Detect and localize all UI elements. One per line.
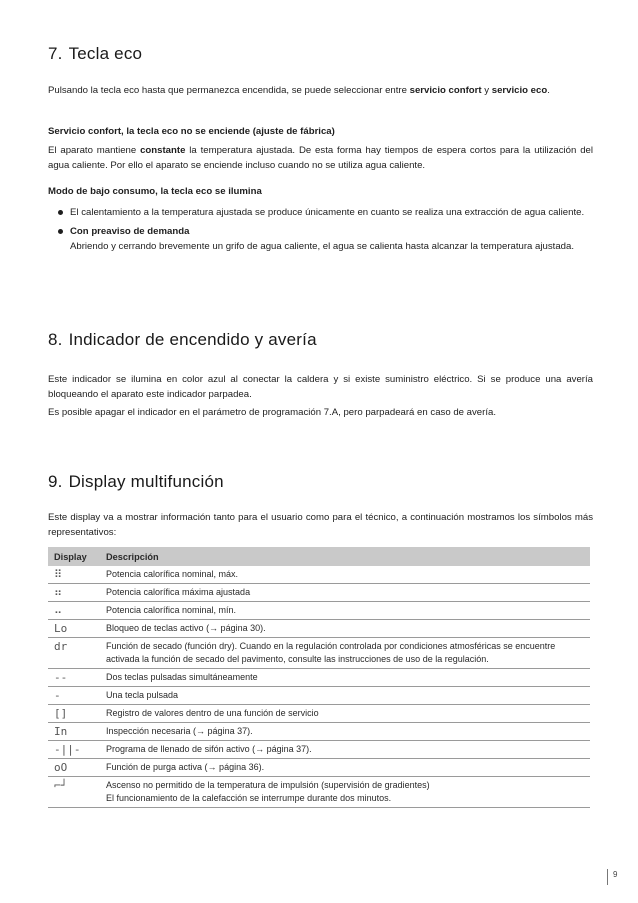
table-row bbox=[48, 687, 590, 705]
display-symbol-icon: ⠤ bbox=[48, 602, 100, 620]
bold-text: constante bbox=[140, 145, 186, 156]
section-8-number: 8. bbox=[48, 330, 63, 349]
symbol-description: Ascenso no permitido de la temperatura de impulsión (supervisión de gradientes) El funcionamiento de la calefacción se interrumpe durante dos minutos. bbox=[100, 777, 590, 808]
table-row bbox=[48, 620, 590, 638]
list-item bbox=[48, 224, 593, 254]
section-8-paragraph-1: Este indicador se ilumina en color azul al conectar la caldera y si existe suministro eléctrico. Si se produce una avería bloqueando el aparato este indicador parpadea. bbox=[48, 374, 593, 400]
section-7-heading bbox=[48, 44, 142, 64]
display-symbol-icon: dr bbox=[48, 638, 100, 669]
display-symbol-icon: ⠿ bbox=[48, 566, 100, 584]
section-9-heading bbox=[48, 472, 224, 492]
confort-paragraph bbox=[48, 143, 593, 173]
symbol-description: Función de secado (función dry). Cuando en la regulación controlada por condiciones atmosféricas se encuentre activada la función de secado del pavimento, consulte las instrucciones de uso de la regulación. bbox=[100, 638, 590, 669]
list-item bbox=[48, 205, 593, 220]
display-symbol-icon: Lo bbox=[48, 620, 100, 638]
symbol-description: Potencia calorífica máxima ajustada bbox=[100, 584, 590, 602]
text: . bbox=[547, 85, 550, 96]
table-row bbox=[48, 566, 590, 584]
symbol-description: Programa de llenado de sifón activo (→ página 37). bbox=[100, 741, 590, 759]
column-header-description: Descripción bbox=[100, 547, 590, 566]
table-row bbox=[48, 584, 590, 602]
display-symbol-icon: In bbox=[48, 723, 100, 741]
symbol-description: Una tecla pulsada bbox=[100, 687, 590, 705]
table-row bbox=[48, 723, 590, 741]
column-header-display: Display bbox=[48, 547, 100, 566]
bullet-text: El calentamiento a la temperatura ajustada se produce únicamente en cuanto se realiza una extracción de agua caliente. bbox=[70, 207, 585, 218]
display-symbol-icon: [] bbox=[48, 705, 100, 723]
table-row bbox=[48, 777, 590, 808]
section-8-heading bbox=[48, 330, 317, 350]
section-9-title: Display multifunción bbox=[68, 472, 224, 491]
display-symbol-icon: ⌐┘ bbox=[48, 777, 100, 808]
page-number: 9 bbox=[607, 869, 617, 885]
section-9-number: 9. bbox=[48, 472, 63, 491]
symbol-description: Dos teclas pulsadas simultáneamente bbox=[100, 669, 590, 687]
section-9-paragraph: Este display va a mostrar información tanto para el usuario como para el técnico, a continuación mostramos los símbolos más representativos: bbox=[48, 512, 593, 538]
text: El aparato mantiene bbox=[48, 145, 141, 156]
symbol-description: Registro de valores dentro de una función de servicio bbox=[100, 705, 590, 723]
display-symbol-icon: - bbox=[48, 687, 100, 705]
table-row bbox=[48, 669, 590, 687]
symbol-description: Bloqueo de teclas activo (→ página 30). bbox=[100, 620, 590, 638]
table-row bbox=[48, 638, 590, 669]
text: la temperatura ajustada. De esta forma hay tiempos de espera cortos para la utilización del agua caliente. Por ello el aparato se enciende incluso cuando no se utiliza agua caliente. bbox=[48, 145, 593, 171]
bullet-title: Con preaviso de demanda bbox=[70, 226, 190, 237]
section-8-paragraph-2: Es posible apagar el indicador en el parámetro de programación 7.A, pero parpadeará en caso de avería. bbox=[48, 407, 496, 418]
symbol-description: Potencia calorífica nominal, mín. bbox=[100, 602, 590, 620]
symbol-description: Función de purga activa (→ página 36). bbox=[100, 759, 590, 777]
confort-subheading: Servicio confort, la tecla eco no se enciende (ajuste de fábrica) bbox=[48, 126, 335, 137]
table-header-row bbox=[48, 547, 590, 566]
section-7-intro bbox=[48, 83, 593, 98]
display-symbol-icon: -- bbox=[48, 669, 100, 687]
section-7-number: 7. bbox=[48, 44, 63, 63]
text: y bbox=[481, 85, 492, 96]
table-row bbox=[48, 705, 590, 723]
symbol-description: Potencia calorífica nominal, máx. bbox=[100, 566, 590, 584]
display-symbol-icon: ⠶ bbox=[48, 584, 100, 602]
bold-text: servicio confort bbox=[409, 85, 482, 96]
symbol-description: Inspección necesaria (→ página 37). bbox=[100, 723, 590, 741]
table-row bbox=[48, 602, 590, 620]
table-body bbox=[48, 566, 590, 808]
section-8-title: Indicador de encendido y avería bbox=[68, 330, 317, 349]
bajo-consumo-subheading: Modo de bajo consumo, la tecla eco se ilumina bbox=[48, 186, 262, 197]
eco-bullet-list bbox=[48, 205, 593, 258]
text: Pulsando la tecla eco hasta que permanezca encendida, se puede seleccionar entre bbox=[48, 85, 410, 96]
table-row bbox=[48, 759, 590, 777]
bullet-text: Abriendo y cerrando brevemente un grifo de agua caliente, el agua se calienta hasta alcanzar la temperatura ajustada. bbox=[70, 241, 574, 252]
display-symbol-icon: -||- bbox=[48, 741, 100, 759]
display-symbols-table bbox=[48, 547, 590, 808]
display-symbol-icon: oO bbox=[48, 759, 100, 777]
table-row bbox=[48, 741, 590, 759]
bold-text: servicio eco bbox=[491, 85, 548, 96]
section-7-title: Tecla eco bbox=[68, 44, 143, 63]
